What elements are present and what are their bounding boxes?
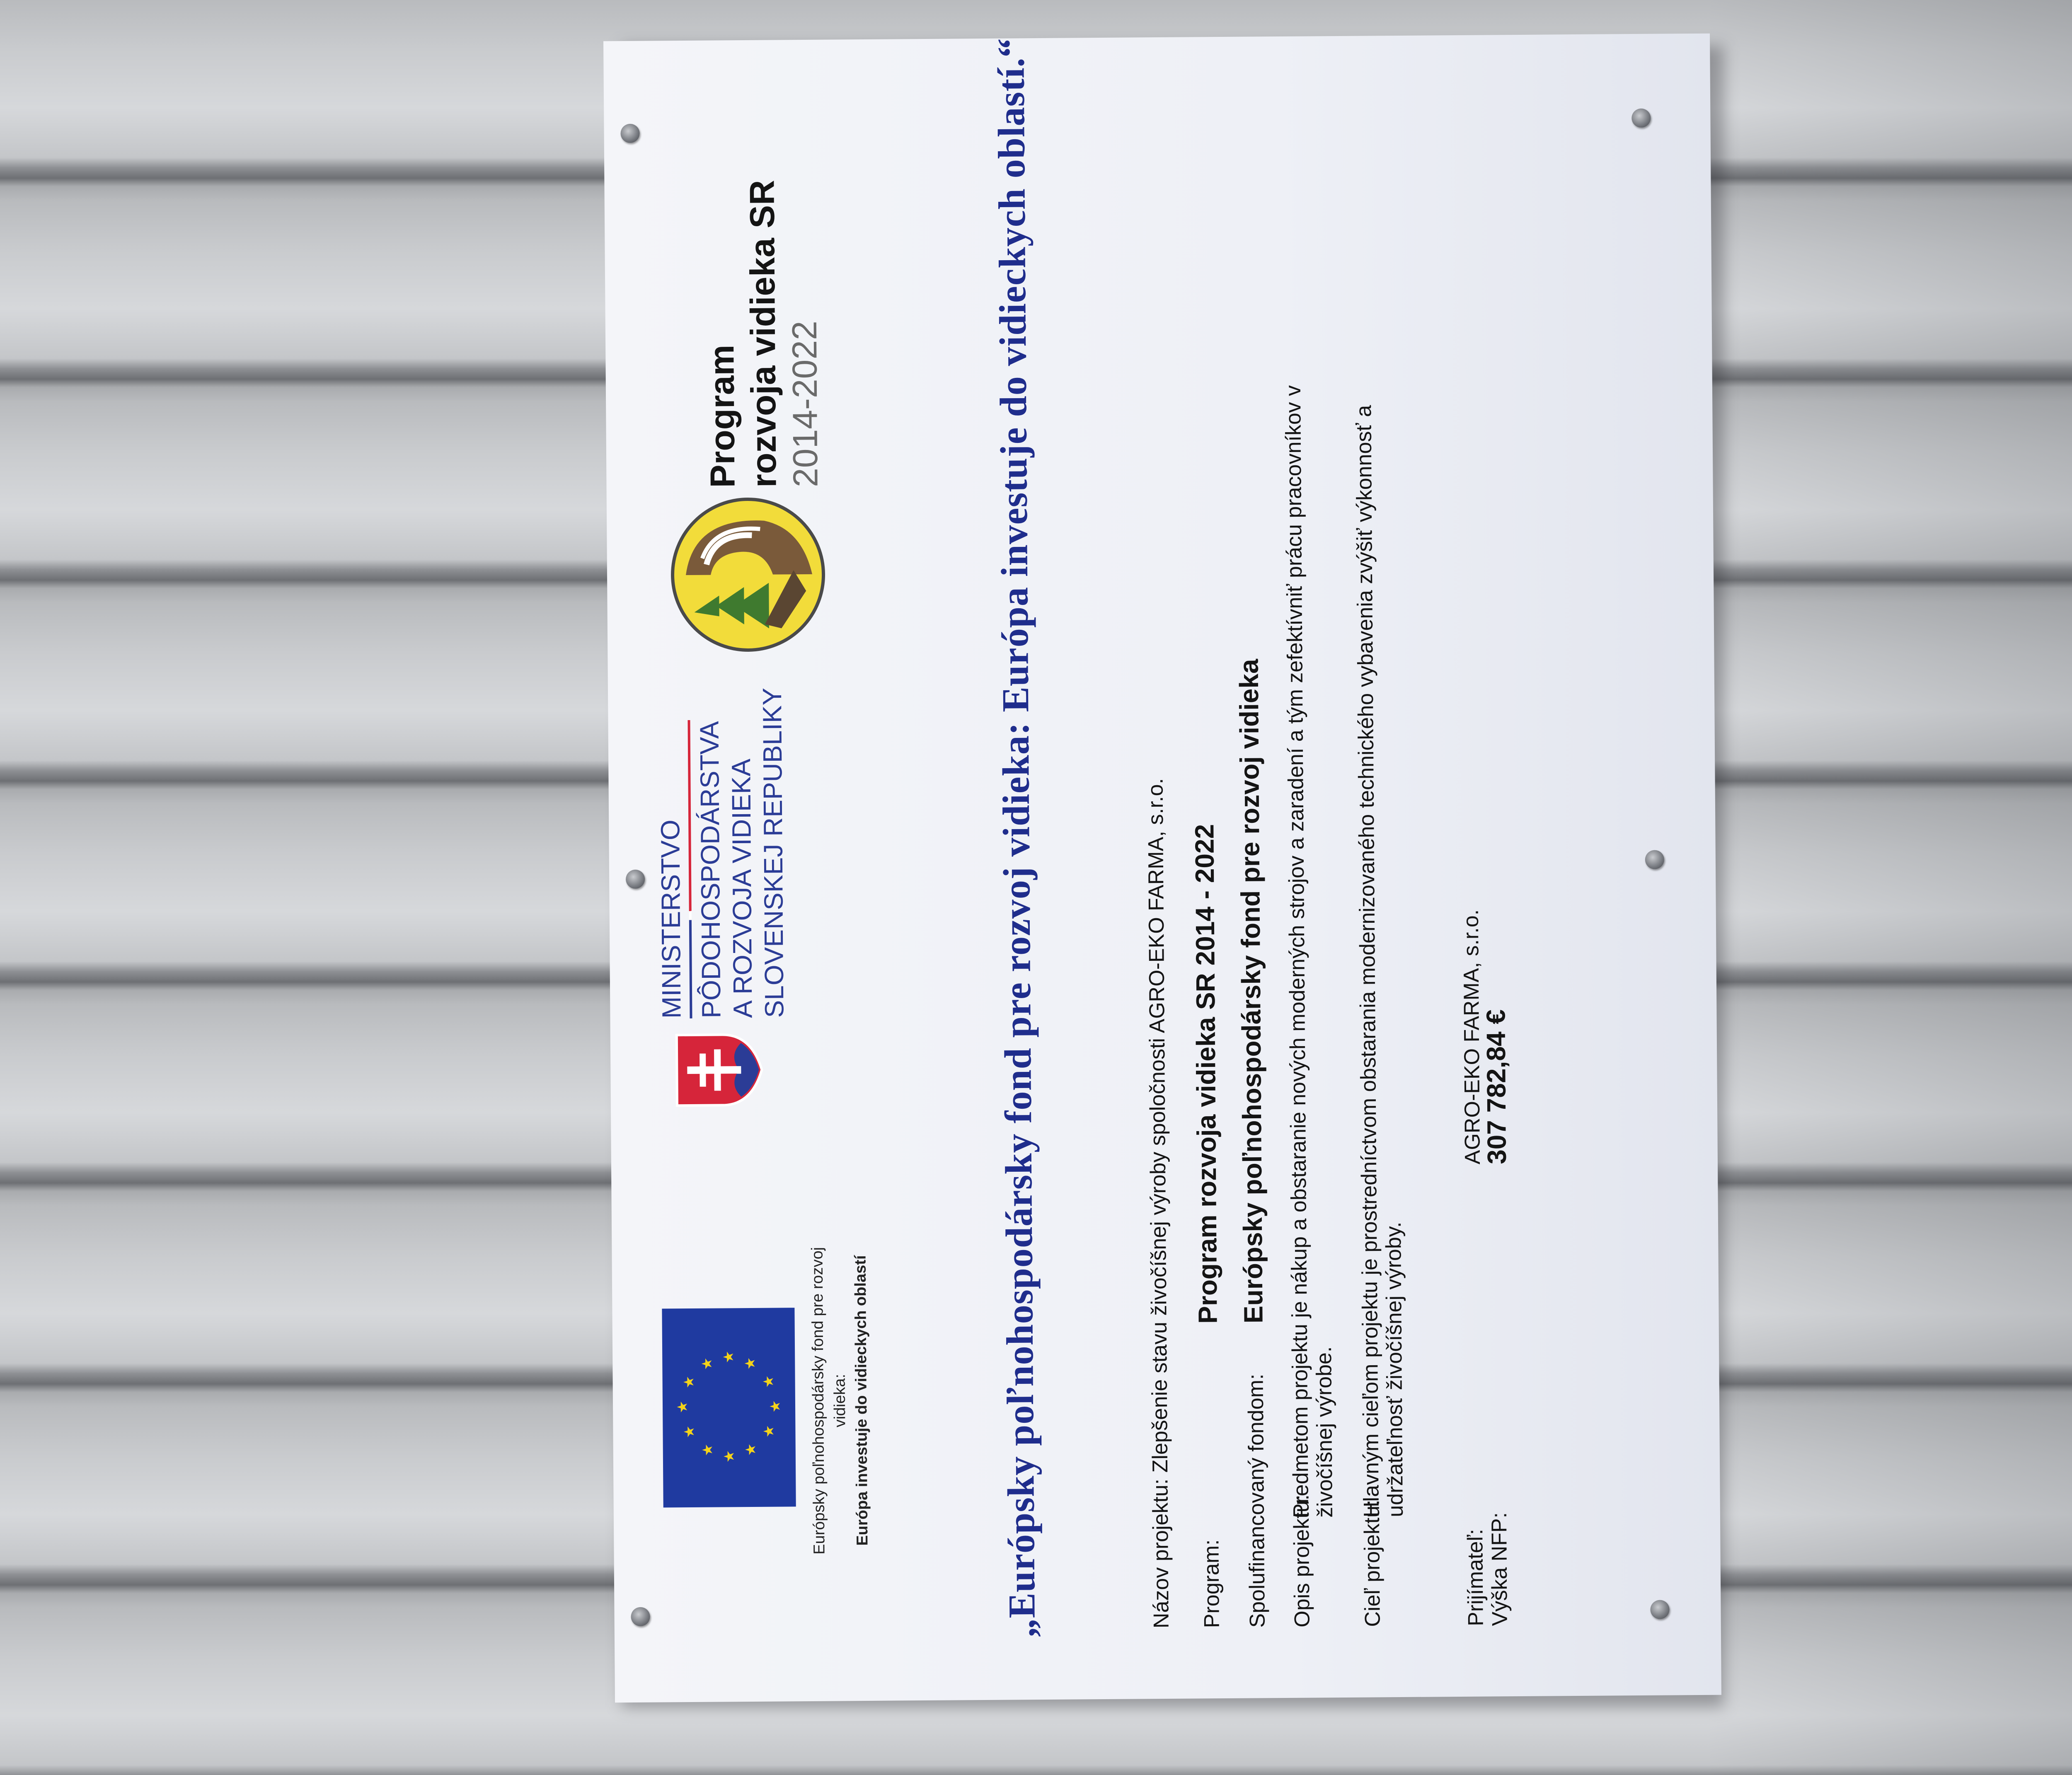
fund-row: [1233, 659, 1271, 1628]
ministry-tricolor-bar: [687, 720, 692, 1018]
description-label: Opis projektu:: [1289, 1494, 1314, 1627]
project-information-sign: [603, 34, 1721, 1703]
prv-line1: Program: [702, 344, 742, 488]
amount-value: 307 782,84 €: [1481, 1009, 1512, 1165]
eu-flag-icon: ★ ★ ★ ★ ★ ★ ★ ★ ★ ★ ★ ★: [662, 1308, 796, 1507]
mounting-screw: [1645, 850, 1664, 869]
ministry-logo-text: [654, 686, 790, 1018]
eu-slogan: „Európsky poľnohospodársky fond pre rozvoj vidieka: Európa investuje do vidieckych oblastí.“: [990, 38, 1043, 1638]
mounting-screw: [626, 870, 645, 889]
recipient-values: [1459, 909, 1511, 1164]
goal-line1: Hlavným cieľom projektu je prostredníctvom obstarania modernizovaného technického vybavenia zvýšiť výkonnosť a: [1352, 405, 1384, 1518]
project-info: [1138, 95, 1512, 1629]
goal-row: [1352, 405, 1409, 1627]
ministry-line4: SLOVENSKEJ REPUBLIKY: [757, 687, 789, 1018]
description-line1: Predmetom projektu je nákup a obstaranie nových moderných strojov a zaradení a tým zefektívniť prácu pracovníkov v: [1281, 385, 1313, 1518]
program-value: Program rozvoja vidieka SR 2014 - 2022: [1189, 824, 1223, 1324]
eu-caption-line1: Európsky poľnohospodársky fond pre rozvoj vidieka:: [808, 1247, 849, 1555]
slovak-coat-of-arms-icon: [673, 1030, 764, 1110]
eu-caption-line2: Európa investuje do vidieckych oblastí: [852, 1255, 871, 1546]
wall-shadow: [1704, 0, 2072, 1775]
eu-fund-caption: [806, 1224, 874, 1577]
project-name-label: Názov projektu:: [1148, 1478, 1174, 1629]
fund-value: Európsky poľnohospodársky fond pre rozvoj vidieka: [1234, 659, 1268, 1324]
program-label: Program:: [1199, 1539, 1224, 1628]
recipient-row: [1459, 909, 1514, 1626]
goal-label: Cieľ projektu:: [1360, 1499, 1385, 1627]
ministry-line3: A ROZVOJA VIDIEKA: [726, 758, 758, 1018]
prv-line3: 2014-2022: [784, 320, 825, 488]
recipient-value: AGRO-EKO FARMA, s.r.o.: [1459, 909, 1485, 1165]
amount-label: Výška NFP:: [1487, 1512, 1512, 1626]
recipient-labels: [1461, 1170, 1512, 1626]
goal-line2: udržateľnosť živočíšnej výroby.: [1381, 1221, 1408, 1517]
program-row: [1189, 824, 1225, 1628]
project-name-row: [1143, 778, 1174, 1628]
description-line2: živočíšnej výrobe.: [1312, 1346, 1337, 1518]
mounting-screw: [631, 1607, 650, 1626]
fund-label: Spolufinancovaný fondom:: [1244, 1374, 1270, 1628]
ministry-line1: MINISTERSTVO: [655, 820, 687, 1019]
prv-line2: rozvoja vidieka SR: [742, 180, 784, 488]
sign-content: [603, 34, 1721, 1703]
prv-logo-text: [699, 114, 826, 488]
recipient-label: Prijímateľ:: [1463, 1528, 1488, 1626]
mounting-screw: [1631, 109, 1651, 128]
rural-development-emblem-icon: [669, 496, 828, 654]
mounting-screw: [620, 124, 639, 143]
ministry-line2: PÔDOHOSPODÁRSTVA: [694, 721, 726, 1018]
mounting-screw: [1650, 1600, 1669, 1619]
goal-value: [1352, 405, 1408, 1517]
project-name-value: Zlepšenie stavu živočíšnej výroby spoločnosti AGRO-EKO FARMA, s.r.o.: [1143, 778, 1173, 1473]
description-value: [1281, 385, 1337, 1518]
description-row: [1281, 385, 1338, 1627]
